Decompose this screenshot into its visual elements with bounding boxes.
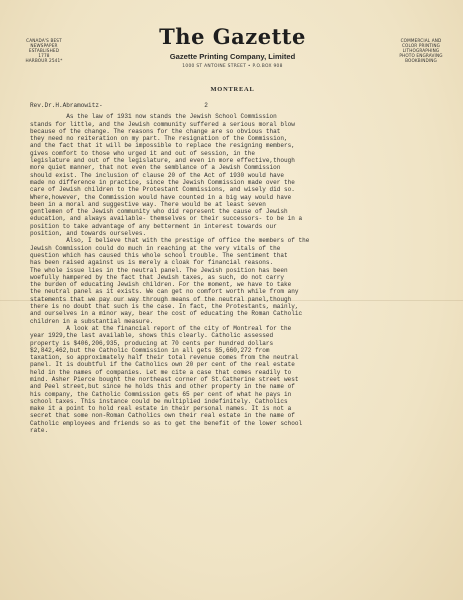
letter-line: school taxes. This instance could be multiplied indefinitely. Catholics: [30, 397, 288, 405]
recipient-name: Rev.Dr.H.Abramowitz-: [30, 102, 103, 109]
letter-line: legislature and out of the legislature, and even in more effective,though: [30, 157, 295, 165]
letter-line: year 1929,the last available, shows this clearly. Catholic assessed: [30, 332, 274, 340]
heading-gap: [103, 102, 205, 109]
letter-line: gives comfort to those who urged it and out of session, in the: [30, 149, 255, 157]
letter-line: they need no reiteration on my part. The resignation of the Commission,: [30, 135, 288, 143]
letter-line: the neutral panel as it exists. We can get no comfort worth while from any: [30, 288, 299, 296]
letterhead-left-line: 1778: [38, 53, 50, 59]
letter-line: $2,842,462,but the Catholic Commission in all gets $5,660,272 from: [30, 346, 270, 354]
letterhead-left-line: NEWSPAPER: [30, 43, 58, 49]
letter-line: held in the names of companies. Let me cite a case that comes readily to: [30, 368, 292, 376]
letter-line: make it a point to hold real estate in their personal names. It is not a: [30, 405, 292, 413]
letter-line: children in a substantial measure.: [30, 317, 154, 325]
page-number: 2: [204, 102, 208, 109]
letter-line: Also, I believe that with the prestige of office the members of the: [30, 237, 310, 245]
letterhead-right-line: LITHOGRAPHING: [402, 48, 440, 54]
letter-line: position, and towards ourselves.: [30, 230, 147, 238]
letter-heading: [30, 102, 440, 109]
letter-line: Where,however, the Commission would have counted in a big way would have: [30, 193, 292, 201]
letterhead-right-line: PHOTO ENGRAVING: [399, 53, 443, 59]
company-address: 1000 ST ANTOINE STREET • P.O.BOX 908: [182, 64, 283, 69]
letter-body: [30, 102, 440, 434]
letter-line: The whole issue lies in the neutral panel. The Jewish position has been: [30, 266, 288, 274]
letter-line: gentlemen of the Jewish community who did represent the cause of Jewish: [30, 208, 288, 216]
letter-line: A look at the financial report of the city of Montreal for the: [30, 324, 292, 332]
letter-line: and the fact that it will be impossible to replace the resigning members,: [30, 142, 295, 150]
letter-line: property is $406,206,935, producing at 70 cents per hundred dollars: [30, 339, 274, 347]
letter-line: panel. It is doubtful if the Catholics own 20 per cent of the real estate: [30, 361, 295, 369]
letter-line: Catholic employees and friends so as to get the benefit of the lower school: [30, 419, 303, 427]
letter-line: should exist. The inclusion of clause 20 of the Act of 1930 would have: [30, 171, 285, 179]
letter-line: education, and always available- themselves or their successors- to be in a: [30, 215, 303, 223]
letter-line: secret that some non-Roman Catholics own their real estate in the name of: [30, 412, 295, 420]
company-city: MONTREAL: [210, 86, 255, 93]
letter-line: stands for little, and the Jewish community suffered a serious moral blow: [30, 120, 295, 128]
letter-line: mind. Asher Pierce bought the northeast corner of St.Catherine street west: [30, 375, 299, 383]
letter-line: been in a moral and suggestive way. There would be at least seven: [30, 200, 266, 208]
letterhead-left-line: CANADA'S BEST: [26, 38, 62, 43]
letterhead-left-block: [20, 38, 68, 63]
letter-line: there is no doubt that such is the case. In fact, the Protestants, mainly,: [30, 303, 299, 311]
letter-line: position to take advantage of any betterment in interest towards our: [30, 222, 277, 230]
letter-line: made no difference in practice, since the Jewish Commission made over the: [30, 178, 295, 186]
letter-line: statements that we pay our way through means of the neutral panel,though: [30, 295, 292, 303]
newspaper-title: The Gazette: [159, 24, 306, 49]
letter-line: the burden of educating Jewish children. For the moment, we have to take: [30, 281, 292, 289]
company-name: Gazette Printing Company, Limited: [169, 52, 296, 61]
letter-line: and Peel street,but since he holds this and other property in the name of: [30, 383, 295, 391]
letterhead-right-line: COLOR PRINTING: [401, 43, 440, 49]
letter-line: Jewish Commission could do much in reaching at the very vitals of the: [30, 244, 281, 252]
letter-line: As the law of 1931 now stands the Jewish School Commission: [30, 113, 277, 121]
letter-line: and ourselves in a minor way, bear the cost of educating the Roman Catholic: [30, 310, 303, 318]
letter-line: woefully hampered by the fact that Jewish taxes, as such, do not carry: [30, 273, 285, 281]
letter-line: has been raised against us is merely a cloak for financial reasons.: [30, 259, 274, 267]
letterhead-right-line: COMMERCIAL AND: [400, 38, 442, 43]
letterhead-left-line: ESTABLISHED: [28, 48, 60, 54]
letter-line: because of the change. The reasons for the change are so obvious that: [30, 127, 281, 135]
letter-line: rate.: [30, 427, 49, 435]
letter-line: his company, the Catholic Commission gets 65 per cent of what he pays in: [30, 390, 292, 398]
letterhead-left-line: HARBOUR 2541*: [25, 58, 63, 64]
letterhead-right-line: BOOKBINDING: [405, 58, 437, 64]
letterhead-right-block: [393, 38, 449, 63]
letter-line: care of Jewish children to the Protestant Commissions, and wisely did so.: [30, 186, 295, 194]
letter-line: question which has caused this whole school trouble. The sentiment that: [30, 251, 288, 259]
letter-line: taxation, so approximately half their total revenue comes from the neutral: [30, 354, 299, 362]
letter-line: more quiet manner, that not even the semblance of a Jewish Commission: [30, 164, 281, 172]
